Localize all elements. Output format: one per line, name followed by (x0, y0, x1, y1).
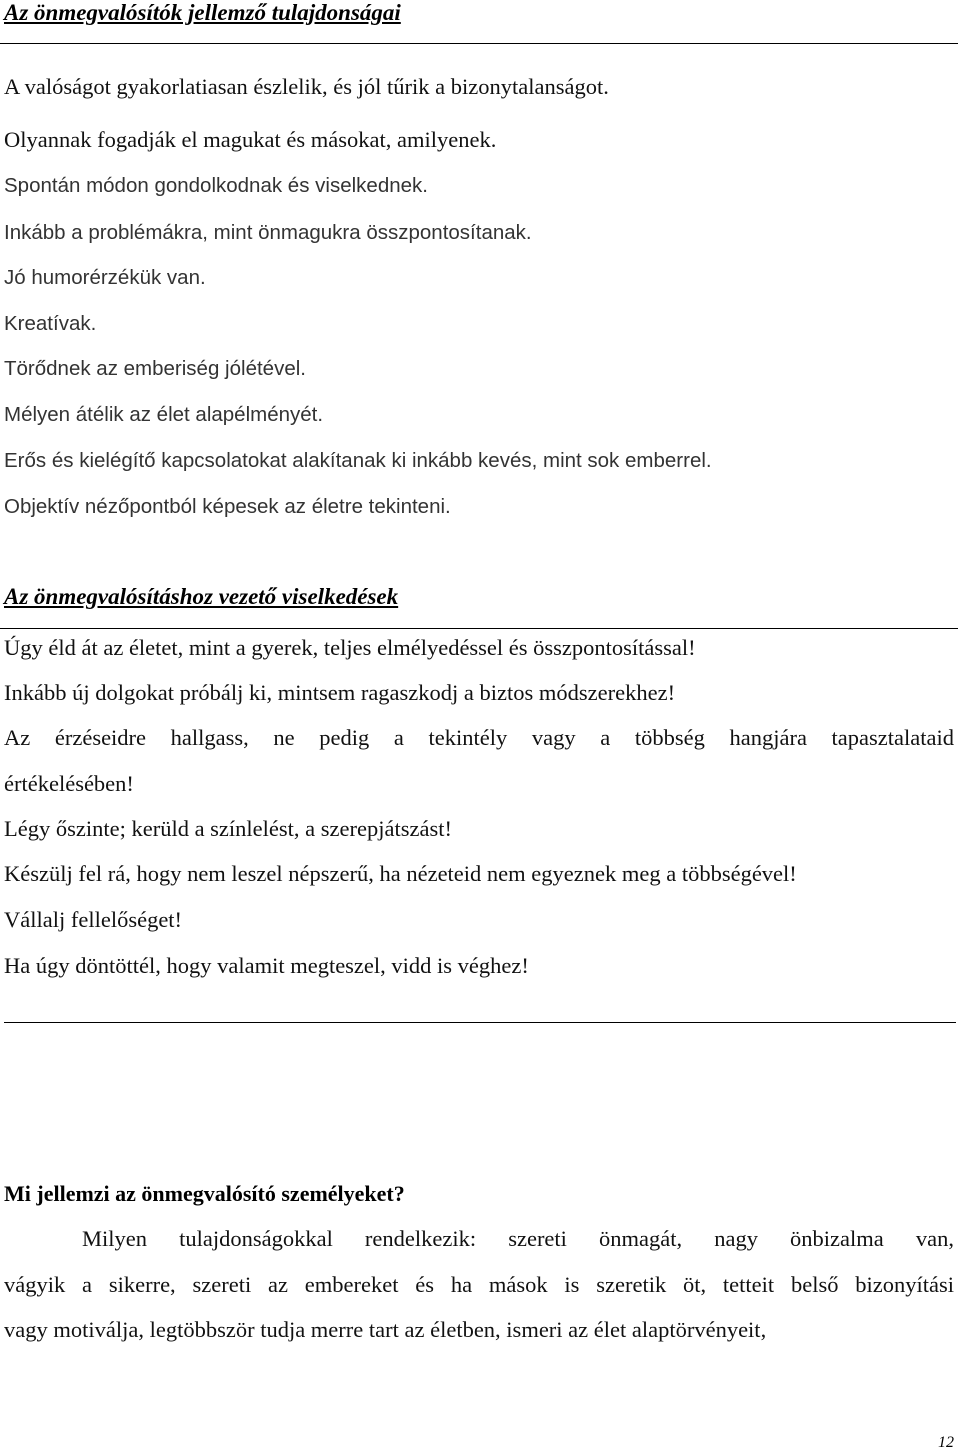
section2-item: Vállalj fellelőséget! (4, 907, 183, 932)
section3-line: vágyik a sikerre, szereti az embereket és ha mások is szeretik öt, tetteit belső bizonyítási (4, 1272, 954, 1297)
section1-item: Mélyen átélik az élet alapélményét. (4, 403, 324, 426)
section2-item: Az érzéseidre hallgass, ne pedig a tekintély vagy a többség hangjára tapasztalataid (4, 725, 954, 750)
section1-item: Objektív nézőpontból képesek az életre tekinteni. (4, 495, 451, 518)
section1-item: A valóságot gyakorlatiasan észlelik, és jól tűrik a bizonytalanságot. (4, 74, 609, 99)
page-number: 12 (938, 1434, 954, 1451)
section1-item: Jó humorérzékük van. (4, 266, 206, 289)
section2-item: Úgy éld át az életet, mint a gyerek, teljes elmélyedéssel és összpontosítással! (4, 635, 696, 660)
separator-rule (4, 1022, 956, 1023)
section2-item: Készülj fel rá, hogy nem leszel népszerű, ha nézeteid nem egyeznek meg a többségével! (4, 861, 797, 886)
section1-item: Inkább a problémákra, mint önmagukra összpontosítanak. (4, 221, 532, 244)
section1-item: Kreatívak. (4, 312, 97, 335)
section3-question: Mi jellemzi az önmegvalósító személyeket? (4, 1181, 405, 1206)
section2-rule (0, 628, 958, 629)
section2-heading: Az önmegvalósításhoz vezető viselkedések (4, 584, 399, 609)
section1-item: Olyannak fogadják el magukat és másokat, amilyenek. (4, 127, 497, 152)
section1-item: Erős és kielégítő kapcsolatokat alakítanak ki inkább kevés, mint sok emberrel. (4, 449, 712, 472)
section3-line: vagy motiválja, legtöbbször tudja merre tart az életben, ismeri az élet alaptörvényeit, (4, 1317, 767, 1342)
section1-heading: Az önmegvalósítók jellemző tulajdonságai (4, 0, 401, 25)
section2-item: értékelésében! (4, 771, 134, 796)
section1-item: Törődnek az emberiség jólétével. (4, 357, 306, 380)
section1-item: Spontán módon gondolkodnak és viselkednek. (4, 174, 428, 197)
section3-line: Milyen tulajdonságokkal rendelkezik: szereti önmagát, nagy önbizalma van, (82, 1226, 954, 1251)
section1-rule (0, 43, 958, 44)
section2-item: Inkább új dolgokat próbálj ki, mintsem ragaszkodj a biztos módszerekhez! (4, 680, 676, 705)
section2-item: Légy őszinte; kerüld a színlelést, a szerepjátszást! (4, 816, 452, 841)
section2-item: Ha úgy döntöttél, hogy valamit megteszel, vidd is véghez! (4, 953, 529, 978)
